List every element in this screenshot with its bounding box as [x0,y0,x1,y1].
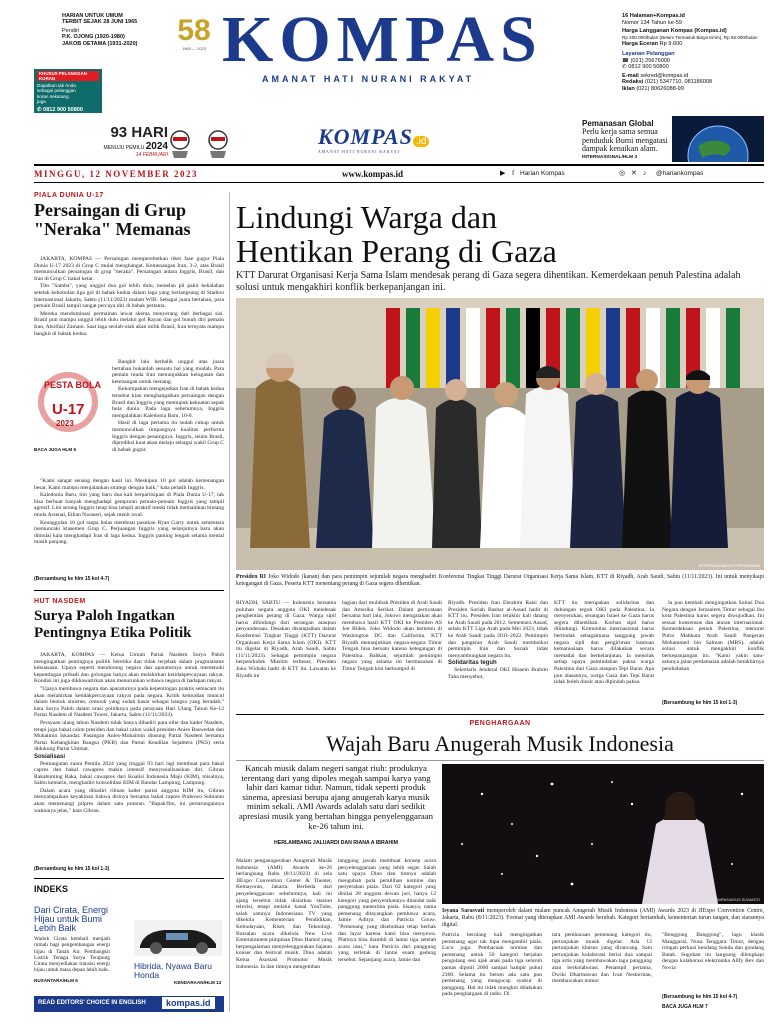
music-col-1 [236,858,332,971]
founder-name: JAKOB OETAMA (1931-2020) [62,40,138,47]
paragraph: "Upaya membawa negara dan aparaturnya pada kepentingan praktis semacam itu akan melahirkan ketidakpercayaan rakyat pada negara. Kritik kemudian muncul dalam bentuk sinisme, cemooh yang sudah kasar sebagai bangsa yang beradab," kata Surya Paloh dalam orasi politiknya pada perayaan Hari Ulang Tahun Ke-12 Partai Nasdem di Nasdem Tower, Jakarta, Sabtu (11/11/2023). [34,685,224,719]
countdown-days: 93 HARI [110,124,168,141]
kompas-id-ad[interactable] [318,124,448,160]
cs-text: Dapatkan tak Anda sebagai pelanggan koran sekarang juga [37,83,76,105]
x-twitter-icon[interactable]: ✕ [631,169,637,177]
main-deck: KTT Darurat Organisasi Kerja Sama Islam mendesak perang di Gaza segera dihentikan. Kemerdekaan penuh Palestina adalah solusi untuk mengakhiri konflik berkepanjangan ini. [236,270,741,293]
index-section [34,884,224,996]
article-kicker: HUT NASDEM [34,598,86,605]
countdown-year: 2024 [145,141,168,152]
main-col-3 [448,600,548,681]
paragraph: Pemungutan suara Pemilu 2024 yang tinggal 93 hari lagi membuat para bakal capres dan bakal cawapres makin intensif menyosialisasikan diri. Gibran Rakabuming Raka, bakal cawapres dari Koalisi Indonesia Maju (KIM), misalnya, Sabtu kemarin, menghadiri konsolidasi KIM di Bandar Lampung, Lampung. [34,760,224,787]
paragraph: KTT itu merupakan solidaritas dan dukungan teguh OKI pada Palestina. Ia menyerukan, serangan Israel ke Gaza harus segera dihentikan. Korban sipil harus dilindungi. Komunitas internasional harus bertindak sebagaimana tanggung jawab negara sipil dan pengiriman bantuan kemanusiaan harus dilakukan secara memadai dan berkelanjutan. Ia menolak setiap upaya pemindahan paksa warga Palestina dari Gaza ataupun Tepi Barat. Apa pun alasannya, warga Gaza dan Tepi Barat tidak boleh diusir atau dipindah paksa. [554,600,654,686]
caption-text: memperoleh dalam malam puncak Anugerah Musik Indonesia (AMI) Awards 2023 di JIExpo Convention Centre, Jakarta, Rabu (8/11/2023). Format yang diterapkan AMI Awards berubah. Kategori bertambah, kementerian turun tangan, dan siarannya digital. [442,908,764,928]
social-handle[interactable]: @hariankompas [656,170,704,177]
logo-year: 2023 [56,419,74,428]
continue-note[interactable]: (Bersambung ke hlm 15 kol 1-3) [34,866,110,872]
pesta-bola-logo [34,360,108,452]
paragraph: JAKARTA, KOMPAS — Ketua Umum Partai Nasdem Surya Paloh mengingatkan pentingnya politik beretika dan tidak terjebak dalam pragmatisme kekuasaan. Upaya seperti mendorong negara dan aparaturnya untuk memenuhi kepentingan pribadi dan golongan hanya akan melahirkan ketidakpercayaan rakyat. Kondisi ini juga dikhawatirkan akan menurunkan wibawa negara di hadapan rakyat. [34,652,224,685]
column-divider [229,192,230,1012]
cs-title: KHUSUS PELANGGAN KORAN [37,71,99,81]
article-ref[interactable]: BACA JUGA HLM 7 [662,1004,708,1010]
index-item-title[interactable]: Hibrida, Nyawa Baru Honda [134,961,212,980]
paragraph: JAKARTA, KOMPAS — Persaingan memperebutkan tiket fase gugur Piala Dunia U-17 2023 di Grup C mulai menghangat. Kemenangan Iran, 3-2, atas Brasil memunculkan persaingan di grup "neraka". Persaingan antara Inggris, Brasil, dan Iran di Grup C bakal ketat. [34,256,224,282]
logo-ref: BACA JUGA HLM 5 [34,447,77,452]
caption-text: Joko Widodo (kanan) dan para pemimpin sejumlah negara menghadiri Konferensi Tingkat Tinggi Darurat Organisasi Kerja Sama Islam, KTT di Riyadh, Arab Saudi, Sabtu (11/11/2023). Ini untuk menyikapi ketegangan di Gaza. Peserta KTT menentang perang di Gaza segera dihentikan. [236,574,764,587]
founder-name: P.K. OJONG (1920-1980) [62,34,125,41]
politics-body [34,652,224,815]
music-caption [442,908,764,928]
globe-image [672,116,764,162]
whatsapp-icon: ✆ [37,106,42,113]
paragraph: Perayaan ulang tahun Nasdem tidak hanya dihadiri para elite dan kader Nasdem, tetapi juga bakal calon presiden dan bakal calon wakil presiden Anies Baswedan dan Muhaimin Iskandar. Pasangan Anies-Muhaimin diusung Partai Nasdem bersama Partai Kebangkitan Bangsa (PKB) dan Partai Keadilan Sejahtera (PKS) serta didukung Partai Ummat. [34,719,224,753]
section-rule [34,878,224,879]
kompas-id-logo: KOMPAS [318,124,413,149]
paragraph: tanggung jawab membuat konsep acara penyelenggaraan yang lebih segar. Salah satu upaya Dino dan timnya adalah mengubah pola pemilihan nomine dan penyerahan piala. Dari 62 kategori yang dinilai 28 anggota dewan juri, hanya 12 kategori yang penyerahannya ditandai naik panggung menerima piala. Sisanya, nama pemenang ditayangkan pembawa acara, Jamie Aditya dan Patricia Gouw. "Pemenang yang disebutkan tetap berhak dan layar karena kami bisa menyewa. Platinya bisa diambil di lantai tiga setelah acara usai," kata Patricia dari panggung yang terletak di lantai enam gedung tersebut. Sepanjang acara, Jamie dan [338,858,436,963]
countdown-text: MENUJU PEMILU [103,145,145,151]
paragraph: Patricia berulang kali mengingatkan pemenang agar tak lupa mengambil piala. Lucu juga. Pembacaan nomine dan pemenang untuk 50 kategori berjalan pengulang sesi ajak anak pada tiga seluruh pantas dipotil 2000 sampai hampir pukul 2300. Selama itu belum ada satu pun pemenang yang mengucap syukur di panggung. Hal itu tidak mungkin dilakukan pada penghargaan di radio. Di [442,932,542,998]
iklan-label: Iklan [622,85,635,92]
paragraph: "Benggong Banggong", lagu klasik Manggarai, Nusa Tenggara Timur, dengan iringan perkusi kendang Sunda dan gondang Batak. Suguhan itu langsung dilengkapi dengan kolaborasi elektronika Allfy Rev dan Novia [662,932,764,971]
paragraph: Kekompakan mengejutkan Iran di babak kedua tersebut kian menghangatkan persaingan dengan Brasil dan Inggris yang memupuk kekuatan sepak bola dunia. Pada laga sebelumnya, Inggris mengalahkan Kaledonia Baru, 10-0. [112,386,224,419]
email-label: E-mail [622,72,639,79]
music-col-3 [442,932,542,999]
election-countdown [78,124,168,158]
subscription-price: Rp 200.000/bulan (Belum Termasuk Biaya Kirim), Rp 55.000/bulan [622,34,758,40]
facebook-handle[interactable]: Harian Kompas [520,170,565,177]
edition-line: HARIAN UNTUK UMUM [62,13,123,19]
service-phone: (021) 25676000 [630,57,671,64]
music-col-5 [662,932,764,973]
continue-note[interactable]: (Bersambung ke hlm 15 kol 4-7) [662,994,738,1000]
article-headline[interactable]: Surya Paloh Ingatkan Pentingnya Etika Politik [34,608,192,641]
index-item-text: Waduk Cirata kembali menjadi rumah bagi pengembangan energi hijau di Tanah Air. Pembangkit Listrik Tenaga Surya Terapung Cirata menyediakan transisi energi hijau untuk masa depan lebih baik. [34,936,110,974]
retail-label: Harga Eceran [622,41,659,48]
headline-line: Hentikan Perang di Gaza [236,233,557,269]
redaksi-label: Redaksi [622,79,644,86]
banner-text: READ EDITORS' CHOICE IN ENGLISH [38,1000,146,1006]
paragraph: Kaledonia Baru, tim yang baru dua kali berpartisipasi di Piala Dunia U-17, tak bisa berbuat banyak menghadapi gempuran pemain-pemain Inggris yang tampil agresif. Lini serang Inggris tetap bisa tampil atraktif meski tidak memainkan bintang muda Arsenal, Ethan Nwaneri, sejak menit awal. [34,492,224,518]
issue-number: Nomor 134 Tahun ke-59 [622,19,682,26]
paragraph: Hasil di laga pertama itu sudah cukup untuk memunculkan timpangnya kualitas performa Inggris dengan pesaingnya. Inggris, selain Brasil, diprediksi kuat akan melaju sebagai wakil Grup C di babak gugur. [112,420,225,453]
iklan-value: (021) 80626088-99 [636,85,684,92]
car-image [134,920,222,956]
article-kicker: PENGHARGAAN [469,720,531,727]
logo-text: PESTA BOLA [44,380,102,390]
edition-date: MINGGU, 12 NOVEMBER 2023 [34,169,198,179]
sport-article[interactable] [34,192,224,239]
website-link[interactable]: www.kompas.id [342,169,404,179]
teaser-ref: INTERNASIONAL/HLM 3 [582,154,638,160]
music-deck: Kancah musik dalam negeri sangat riuh: produknya terentang dari yang dipoles megah sampai karya yang lahir dari kamar tidur. Namun, tidak seperti produk sinema, apresiasi berupa ajang anugerah karya musik minim sekali. AMI Awards adalah satu dari sedikit apresiasi musik yang bertahan hingga penyelenggaraan ke-26 tahun ini. [238,763,434,831]
facebook-icon[interactable]: f [512,169,515,177]
article-headline[interactable]: Wajah Baru Anugerah Musik Indonesia [326,731,674,756]
tagline: AMANAT HATI NURANI RAKYAT [262,74,475,84]
paragraph: Bangkit lalu berbalik unggul atas juara bertahan bukanlah sesuatu hal yang mudah. Para pemain muda Iran menunjukkan kelugasan dan ketenangan untuk menang. [112,359,224,385]
caption-lead: Isyana Sarasvati [442,908,485,914]
countdown-date: 14 FEBRUARI [135,152,168,158]
dateline-rule [34,182,764,183]
music-col-4 [552,932,652,986]
edition-line: TERBIT SEJAK 28 JUNI 1965 [62,19,138,26]
edition-info [62,13,182,47]
paragraph: RIYADH, SABTU — Indonesia bersama puluhan negara anggota OKI mendesak penghentian perang di Gaza. Warga sipil harus dilindungi dari serangan ataupun penyanderaan. Desakan disampaikan dalam Konferensi Tingkat Tinggi (KTT) Darurat Organisasi Kerja Sama Islam (OKI). KTT itu digelar di Riyadh, Arab Saudi, Sabtu (11/11/2023). Sebagai pemimpin negara berpenduduk Muslim terbesar, Presiden Joko Widodo hadir di KTT itu. Lawatan ke Riyadh ini [236,600,336,679]
paragraph: bagian dari muhibah Presiden di Arab Saudi dan Amerika Serikat. Dalam pernyataan bersama hari lalu, Jokowi mengatakan akan membawa hasil KTT OKI ke Presiden AS Joe Biden. Joko Widodo akan bertemu di Washington DC dan California. KTT Riyadh menunjukkan negara-negara Timur Tengah bisa bersatu karena ketegangan di Palestina. Bahkan, sejumlah pemimpin negara yang selama ini bermusuhan di Timur Tengah kini berkumpul di [342,600,442,672]
index-item-title[interactable]: Dari Cirata, Energi Hijau untuk Bumi Lebih Baik [34,905,109,933]
isyana-photo[interactable] [442,764,764,904]
subheading: Sosialisasi [34,753,66,760]
paragraph: Riyadh. Presiden Iran Ebrahim Raisi dan Presiden Suriah Bashar al-Assad hadir di KTT itu. Presiden Iran terakhir kali datang ke Arab Saudi pada 2012. Sementara Assad, selain KTT Liga Arab pada Mei 2023, tidak ke Arab Saudi pada 2011-2022. Pemimpin dan pangeran Arab Saudi memboikot pemimpin Iran dan Suriah tidak menyambungkan negara itu. [448,600,548,659]
main-col-2 [342,600,442,674]
redaksi-value: (021) 5347710, 081186008 [645,79,713,86]
service-label: Layanan Pelanggan [622,50,675,57]
page-count: 16 Halaman+Kompas.id [622,13,685,19]
index-item-ref[interactable]: KENDARAAN/HLM 13 [174,980,222,985]
article-headline[interactable]: Persaingan di Grup "Neraka" Memanas [34,200,191,239]
founder-label: Pendiri [62,27,80,34]
cs-phone: 0812 900 50800 [43,106,83,113]
anniversary-years: 1965 — 2023 [181,46,207,51]
sport-body-rest [34,478,224,547]
kompas-id-tagline: AMANAT HATI NURANI RAKYAT [318,150,401,154]
byline: HERLAMBANG JALUARDI DAN RIANA A IBRAHIM [274,840,398,846]
section-rule [236,714,764,715]
paragraph: Dalam acara yang dihadiri ribuan kader partai anggota KIM itu, Gibran menyampaikan keyakinan bahwa dirinya bersama bakal capres Prabowo Subianto akan memenangi pilpres dalam satu putaran. "Bapak/Ibu, ini pertarungannya waktunya jelas," kata Gibran. [34,787,224,814]
caption-lead: Presiden RI [236,574,267,580]
instagram-icon[interactable]: ◎ [619,169,626,177]
index-title: INDEKS [34,884,69,894]
paragraph: Ia pun kembali mengingatkan Solusi Dua Negara dengan Jerusalem Timur sebagai ibu kota Palestina harus segera diwujudkan. Ini sesuai konsensus dan aturan internasional. Kemerdekaan penuh Palestina, menurut Putra Mahkota Arab Saudi Pangeran Mohammed bin Salman (MBS), adalah solusi untuk mengakhiri konflik berkepanjangan itu. "Kami yakin satu-satunya jalan perdamaian adalah berakhirnya pendudukan [662,600,764,672]
paragraph: tara pembacaan pemenang kategori itu, pertunjukan musik digelar. Ada 12 pertunjukan khusus yang dirancang. Satu pertunjukan kolaborasi berisi dua sampai tiga artis yang membawakan lagu panggung atau berkolaborasi. Penampil pertama, Dwiki Dharmawan dan Ivan Nestorman, membawakan nomor [552,932,652,985]
teaser-title: Pemanasan Global [582,119,654,128]
music-col-2 [338,858,436,965]
tiktok-icon[interactable]: ♪ [643,169,647,177]
section-rule [34,590,224,591]
email-value[interactable]: sekred@kompas.id [640,72,689,79]
dateline [34,166,764,182]
ktt-photo[interactable] [236,298,764,570]
global-warming-teaser[interactable] [582,119,670,160]
photo-credit: AFP/SPA/HANDOUT PERSIDENAN [698,564,760,568]
politics-article[interactable] [34,598,224,641]
customer-service-ad[interactable] [34,69,102,113]
paragraph: Malam penganugerahan Anugerah Musik Indonesia (AMI) Awards ke-26 berlangsung Rabu (8/11/2023) di sela JIExpo Convention Center & Theater, Kemayoran, Jakarta. Berbeda dari penyelenggaraan sebelumnya, kali ini ajang tersebut tidak disiarkan stasiun televisi, tetapi melalui kanal YouTube, salah satunya Indonesiana TV yang dikelola Kementerian Pendidikan, Kebudayaan, Riset, dan Teknologi. Bursalan acara dikelola New Live Entertainment pimpinan Dino Hamid yang berpengalaman menyelenggarakan hajatan konser dan festival musik. Dino adalah Ketua Asosiasi Promotor Musik Indonesia. Ia dan timnya mengemban [236,858,332,970]
paragraph: Mereka mendominasi permainan lewat skema menyerang dari berbagai sisi. Brasil pun mampu unggul lebih dulu melalui gol Rayan dan gol bunuh diri pemain Iran, Abolfazl Zamani. Saat laga seolah-olah akan milik Brasil, Iran ternyata mampu bangkit di babak kedua. [34,310,224,337]
paragraph: "Kami sangat senang dengan hasil ini. Meskipun 10 gol adalah kemenangan besar. Kami mampu menjalankan strategi dengan baik," kata pelatih Inggris. [34,478,224,491]
paragraph: Keunggulan 10 gol tanpa balas membuat pasukan Ryan Garry untuk sementara memuncaki klasemen Grup C. Perjuangan Inggris yang selanjutnya baru akan dimulai kala menghadapi Iran di laga kedua. Inggris panting lengah selama mental masih panjang. [34,519,224,546]
teaser-text: Perlu kerja sama semua penduduk Bumi mengatasi dampak kenaikan alam. [582,127,668,154]
sport-body-lead [34,256,224,338]
banner-link[interactable]: kompas.id [162,997,215,1009]
headline-line: Lindungi Warga dan [236,199,498,235]
main-col-1 [236,600,336,680]
continue-note[interactable]: (Bersambung ke hlm 15 kol 4-7) [34,576,110,582]
youtube-icon[interactable]: ▶ [500,169,506,177]
paragraph: Sekretaris Jenderal OKI Hissein Brahim Taha menyebut, [448,666,548,680]
retail-price: Rp 9.600 [659,41,683,48]
continue-note[interactable]: (Bersambung ke hlm 15 kol 1-3) [662,700,738,706]
main-col-4 [554,600,654,687]
main-headline[interactable] [236,200,764,268]
editors-choice-banner[interactable] [34,996,224,1012]
subscription-label: Harga Langganan Kompas (Kompas.id) [622,28,727,35]
photo-credit: KOMPAS/AGUS SUSANTO [712,898,760,902]
anniversary-number: 58 [177,14,211,47]
newspaper-title: KOMPAS [222,3,543,76]
index-item-ref[interactable]: NUSANTARA/HLM 6 [34,978,78,983]
election-mascot-image [160,124,242,160]
article-kicker: PIALA DUNIA U-17 [34,192,104,199]
sport-body-side [112,359,224,454]
paragraph: Tim "Samba", yang unggul dua gol lebih dulu, menelan pil pahit kekalahan setelah kebobolan tiga gol di babak kedua dalam laga yang berlangsung di Stadion Internasional Jakarta, Sabtu (11/11/2023) malam WIB. Sebagai juara bertahan, para pemain Brasil tampil sangat percaya diri di babak pertama. [34,283,224,310]
main-col-5 [662,600,764,674]
anniversary-logo [172,16,216,51]
photo-caption [236,574,764,588]
logo-sub: U-17 [52,401,85,418]
subheading: Solidaritas teguh [448,660,497,667]
masthead-right-info: 16 Halaman+Kompas.id Nomor 134 Tahun ke-59 Harga Langganan Kompas (Kompas.id) Rp 200.000/bulan (Belum Termasuk Biaya Kirim), Rp 55.000/bulan Harga Eceran Rp 9.600 Layanan Pelanggan ☎ (021) 25676000 ✆ 0812 900 50800 E-mail sekred@kompas.id Redaksi (021) 5347710, 081186008 Iklan (021) 80626088-99 [622,13,762,93]
section-rule [236,760,764,761]
service-phone: 0812 900 50800 [628,64,669,71]
kompas-id-suffix: .id [413,136,430,147]
